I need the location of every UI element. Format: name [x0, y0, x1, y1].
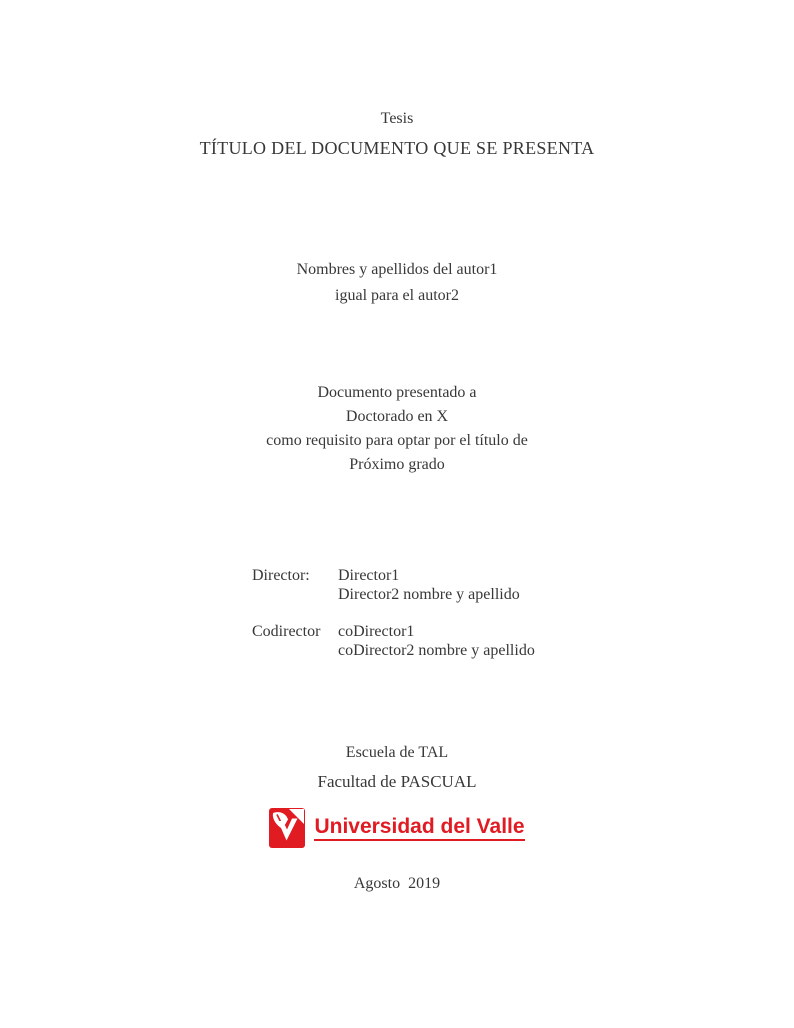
degree-line: Próximo grado: [349, 456, 445, 473]
codirector-name-2: coDirector2 nombre y apellido: [338, 642, 535, 659]
codirector-label: Codirector: [252, 623, 321, 640]
program-line: Doctorado en X: [345, 408, 449, 425]
document-type: Tesis: [380, 110, 414, 127]
university-logo: [0, 806, 794, 850]
director-row: [252, 566, 535, 604]
document-title: TÍTULO DEL DOCUMENTO QUE SE PRESENTA: [199, 138, 595, 158]
committee-block: [252, 566, 535, 660]
codirector-names: [338, 622, 535, 660]
university-wordmark: Universidad del Valle: [314, 815, 524, 841]
faculty-name: Facultad de PASCUAL: [317, 772, 477, 791]
presentation-block: [0, 381, 794, 477]
school-name: Escuela de TAL: [345, 744, 449, 761]
presented-to-line: Documento presentado a: [317, 384, 477, 401]
codirector-name-1: coDirector1: [338, 623, 415, 640]
requirement-line: como requisito para optar por el título de: [266, 432, 528, 449]
author-1: Nombres y apellidos del autor1: [296, 261, 498, 278]
director-names: [338, 566, 520, 604]
director-name-1: Director1: [338, 567, 400, 584]
codirector-row: [252, 622, 535, 660]
universidad-del-valle-emblem-icon: [269, 808, 305, 848]
institution-block: [0, 738, 794, 796]
publication-date: Agosto 2019: [353, 875, 441, 892]
author-2: igual para el autor2: [335, 287, 459, 304]
director-label: Director:: [252, 567, 310, 584]
director-name-2: Director2 nombre y apellido: [338, 586, 520, 603]
authors-block: [0, 257, 794, 309]
